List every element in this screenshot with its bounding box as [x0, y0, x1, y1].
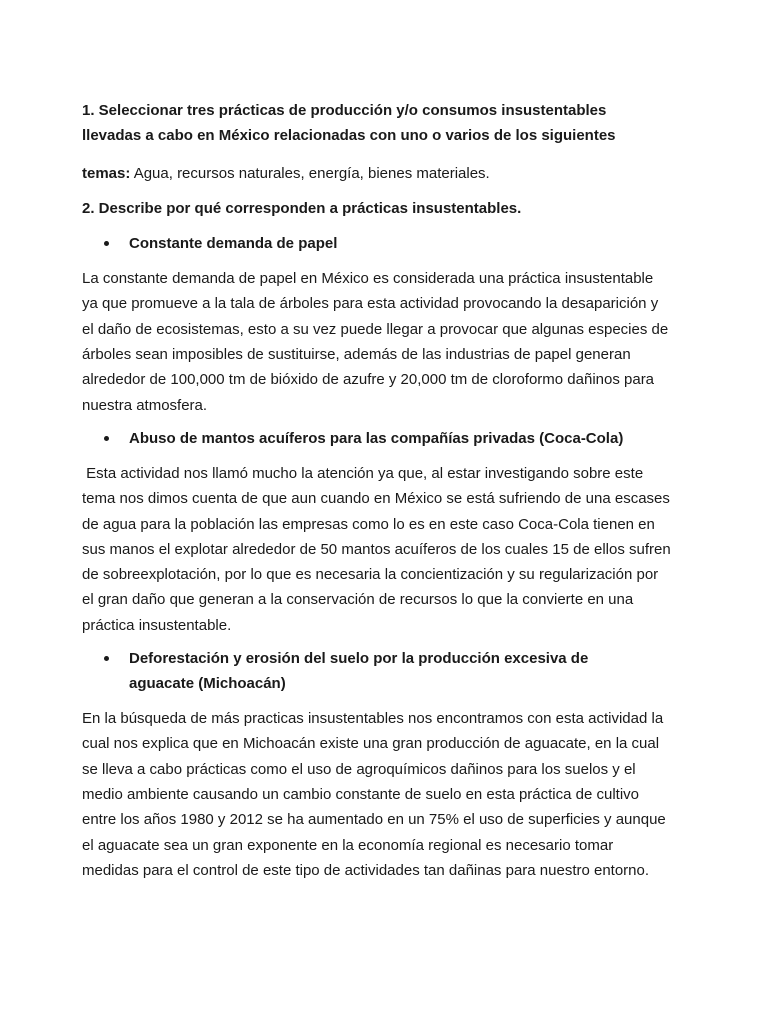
- question-1-line-1: 1. Seleccionar tres prácticas de producción y/o consumos insustentables: [82, 102, 607, 119]
- section-heading-avocado: [82, 646, 686, 696]
- body-line: En la búsqueda de más practicas insustentables nos encontramos con esta actividad la: [82, 710, 664, 728]
- temas-label: temas:: [82, 164, 131, 182]
- body-line: árboles sean imposibles de sustituirse, además de las industrias de papel generan: [82, 346, 631, 364]
- question-2: 2. Describe por qué corresponden a prácticas insustentables.: [82, 199, 522, 217]
- body-line: el aguacate sea un gran exponente en la economía regional es necesario tomar: [82, 836, 614, 854]
- temas-line: [82, 161, 686, 186]
- body-line: cual nos explica que en Michoacán existe una gran producción de aguacate, en la cual: [82, 735, 660, 753]
- section-heading-aquifers: [82, 426, 686, 451]
- body-line: medidas para el control de este tipo de actividades tan dañinas para nuestro entorno.: [82, 861, 650, 879]
- body-line: se lleva a cabo prácticas como el uso de agroquímicos dañinos para los suelos y el: [82, 760, 636, 778]
- temas-text: Agua, recursos naturales, energía, bienes materiales.: [130, 164, 490, 182]
- body-line: tema nos dimos cuenta de que aun cuando en México se está sufriendo de una escases: [82, 490, 670, 508]
- section-body-paper: [82, 266, 686, 418]
- body-line: medio ambiente causando un cambio constante de suelo en esta práctica de cultivo: [82, 785, 640, 803]
- body-line: de agua para la población las empresas como lo es en este caso Coca-Cola tienen en: [82, 515, 655, 533]
- bullet-icon: [104, 436, 109, 441]
- question-1: [82, 98, 686, 149]
- section-heading-paper: [82, 231, 686, 256]
- body-line: sus manos el explotar alrededor de 50 mantos acuíferos de los cuales 15 de ellos sufren: [82, 540, 671, 558]
- body-line: ya que promueve a la tala de árboles para esta actividad provocando la desaparición y: [82, 295, 659, 313]
- heading-line: Deforestación y erosión del suelo por la producción excesiva de: [129, 650, 589, 668]
- question-1-line-2: llevadas a cabo en México relacionadas con uno o varios de los siguientes: [82, 127, 616, 145]
- heading-line: Abuso de mantos acuíferos para las compañías privadas (Coca-Cola): [129, 429, 624, 447]
- heading-line: Constante demanda de papel: [129, 235, 338, 253]
- body-line: nuestra atmosfera.: [82, 396, 208, 414]
- heading-line: aguacate (Michoacán): [129, 675, 286, 693]
- bullet-icon: [104, 656, 109, 661]
- body-line: práctica insustentable.: [82, 616, 232, 634]
- body-line: Esta actividad nos llamó mucho la atención ya que, al estar investigando sobre este: [82, 464, 644, 482]
- body-line: alrededor de 100,000 tm de bióxido de azufre y 20,000 tm de cloroformo dañinos para: [82, 371, 655, 389]
- body-line: el daño de ecosistemas, esto a su vez puede llegar a provocar que algunas especies de: [82, 320, 669, 338]
- body-line: entre los años 1980 y 2012 se ha aumentado en un 75% el uso de superficies y aunque: [82, 811, 666, 829]
- body-line: La constante demanda de papel en México es considerada una práctica insustentable: [82, 270, 654, 288]
- section-body-aquifers: [82, 461, 686, 638]
- bullet-icon: [104, 241, 109, 246]
- body-line: el gran daño que generan a la conservación de recursos lo que la convierte en una: [82, 591, 634, 609]
- body-line: de sobreexplotación, por lo que es necesaria la concientización y su regularización por: [82, 566, 659, 584]
- section-body-avocado: [82, 706, 686, 883]
